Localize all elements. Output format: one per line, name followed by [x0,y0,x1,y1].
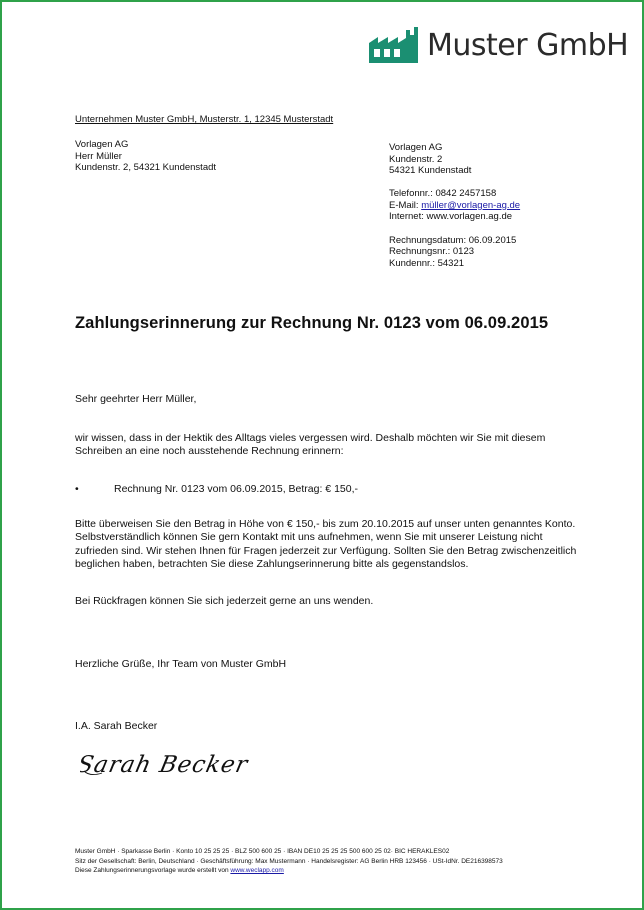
svg-text:Sarah Becker: Sarah Becker [80,751,250,778]
invoice-number: Rechnungsnr.: 0123 [389,246,475,258]
questions-paragraph: Bei Rückfragen können Sie sich jederzeit gerne an uns wenden. [75,595,374,607]
footer-weclapp-link[interactable]: www.weclapp.com [230,867,284,875]
info-address-line: Kundenstr. 2 [389,153,443,165]
sender-address-line: Unternehmen Muster GmbH, Musterstr. 1, 12345 Musterstadt [75,114,334,125]
salutation: Sehr geehrter Herr Müller, [75,393,197,405]
letter-title: Zahlungserinnerung zur Rechnung Nr. 0123 vom 06.09.2015 [75,314,549,332]
factory-icon [369,27,419,63]
email-row [389,200,520,212]
closing-line: Herzliche Grüße, Ihr Team von Muster GmbH [75,658,287,670]
recipient-line: Vorlagen AG [75,139,129,150]
recipient-line: Kundenstr. 2, 54321 Kundenstadt [75,162,217,174]
internet-address: Internet: www.vorlagen.ag.de [389,211,513,223]
recipient-line: Herr Müller [75,150,122,162]
intro-paragraph: wir wissen, dass in der Hektik des Alltags vieles vergessen wird. Deshalb möchten wir Sie mit diesem Schreiben an eine noch ausstehende Rechnung erinnern: [75,432,546,458]
info-address-line: 54321 Kundenstadt [389,165,472,177]
company-name: Muster GmbH [427,28,629,63]
company-logo [369,24,631,68]
footer-credit-line [75,866,503,876]
info-block [389,142,520,269]
invoice-list-item [75,483,358,495]
handwritten-signature [80,744,250,789]
email-label: E-Mail: [389,199,422,211]
footer-bank-line: Muster GmbH · Sparkasse Berlin · Konto 10 25 25 25 · BLZ 500 600 25 · IBAN DE10 25 25 25 500 600 25 02· BIC HERAKLES02 [75,848,450,855]
invoice-date: Rechnungsdatum: 06.09.2015 [389,234,517,246]
footer-company-line: Sitz der Gesellschaft: Berlin, Deutschland · Geschäftsführung: Max Mustermann · Handelsregister: AG Berlin HRB 123456 · USt-IdNr. DE216398573 [75,857,503,865]
email-link[interactable]: müller@vorlagen-ag.de [421,199,521,211]
letter-footer [75,847,503,876]
footer-credit-text: Diese Zahlungserinnerungsvorlage wurde erstellt von [75,867,231,875]
signer-name: I.A. Sarah Becker [75,720,158,732]
recipient-address [75,139,216,174]
request-paragraph: Bitte überweisen Sie den Betrag in Höhe von € 150,- bis zum 20.10.2015 auf unser unten genanntes Konto. Selbstverständlich können Sie gern Kontakt mit uns aufnehmen, wenn Sie mit unserer Leistung nicht zufrieden sind. Wir stehen Ihnen für Fragen jederzeit zur Verfügung. Sollten Sie den Betrag zwischenzeitlich beglichen haben, betrachten Sie diese Zahlungserinnerung bitte als gegenstandslos. [75,518,577,571]
invoice-item-text: Rechnung Nr. 0123 vom 06.09.2015, Betrag: € 150,- [114,483,358,495]
customer-number: Kundennr.: 54321 [389,257,465,269]
info-address-line: Vorlagen AG [389,142,443,153]
phone-number: Telefonnr.: 0842 2457158 [389,188,497,200]
bullet-point: • [75,483,79,495]
